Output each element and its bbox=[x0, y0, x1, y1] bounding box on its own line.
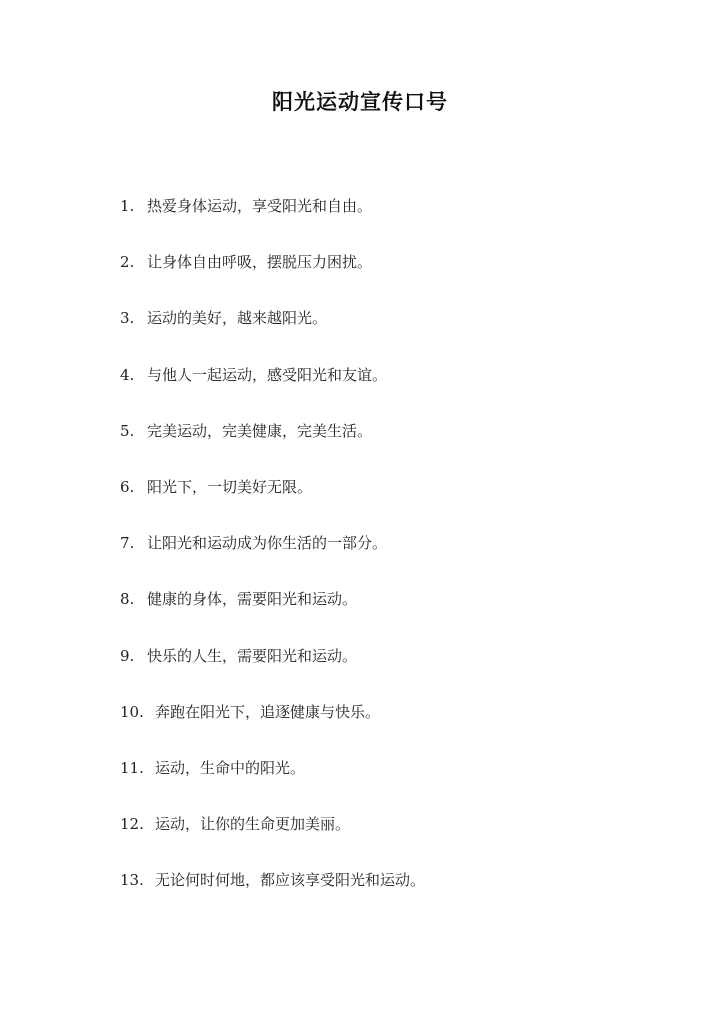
item-text: 奔跑在阳光下，追逐健康与快乐。 bbox=[155, 702, 381, 721]
item-number: 3. bbox=[120, 309, 135, 328]
list-item bbox=[120, 475, 425, 531]
item-number: 4. bbox=[120, 365, 135, 384]
item-number: 8. bbox=[120, 590, 135, 609]
item-text: 快乐的人生，需要阳光和运动。 bbox=[147, 646, 358, 665]
list-item bbox=[120, 587, 425, 643]
item-text: 让阳光和运动成为你生活的一部分。 bbox=[147, 534, 388, 553]
list-item bbox=[120, 419, 425, 475]
item-number: 6. bbox=[120, 477, 135, 496]
slogan-list bbox=[120, 194, 425, 924]
item-number: 7. bbox=[120, 534, 135, 553]
item-text: 健康的身体，需要阳光和运动。 bbox=[147, 590, 358, 609]
list-item bbox=[120, 194, 425, 250]
item-text: 运动，生命中的阳光。 bbox=[155, 758, 306, 777]
item-text: 运动，让你的生命更加美丽。 bbox=[155, 815, 351, 834]
item-text: 完美运动，完美健康，完美生活。 bbox=[147, 421, 373, 440]
list-item bbox=[120, 644, 425, 700]
item-text: 热爱身体运动，享受阳光和自由。 bbox=[147, 197, 373, 215]
item-number: 10. bbox=[120, 702, 144, 721]
list-item bbox=[120, 250, 425, 306]
item-number: 13. bbox=[120, 871, 144, 890]
page-title: 阳光运动宣传口号 bbox=[272, 89, 448, 114]
item-text: 与他人一起运动，感受阳光和友谊。 bbox=[147, 365, 388, 384]
list-item bbox=[120, 700, 425, 756]
list-item bbox=[120, 306, 425, 362]
item-text: 阳光下，一切美好无限。 bbox=[147, 477, 313, 496]
item-number: 5. bbox=[120, 421, 135, 440]
item-number: 12. bbox=[120, 815, 144, 834]
list-item bbox=[120, 812, 425, 868]
item-number: 2. bbox=[120, 253, 135, 272]
list-item bbox=[120, 868, 425, 924]
item-number: 9. bbox=[120, 646, 135, 665]
list-item bbox=[120, 531, 425, 587]
list-item bbox=[120, 756, 425, 812]
item-text: 无论何时何地，都应该享受阳光和运动。 bbox=[155, 871, 426, 890]
item-number: 11. bbox=[120, 758, 144, 777]
item-text: 运动的美好，越来越阳光。 bbox=[147, 309, 328, 328]
item-text: 让身体自由呼吸，摆脱压力困扰。 bbox=[147, 253, 373, 272]
list-item bbox=[120, 363, 425, 419]
item-number: 1. bbox=[120, 197, 135, 215]
